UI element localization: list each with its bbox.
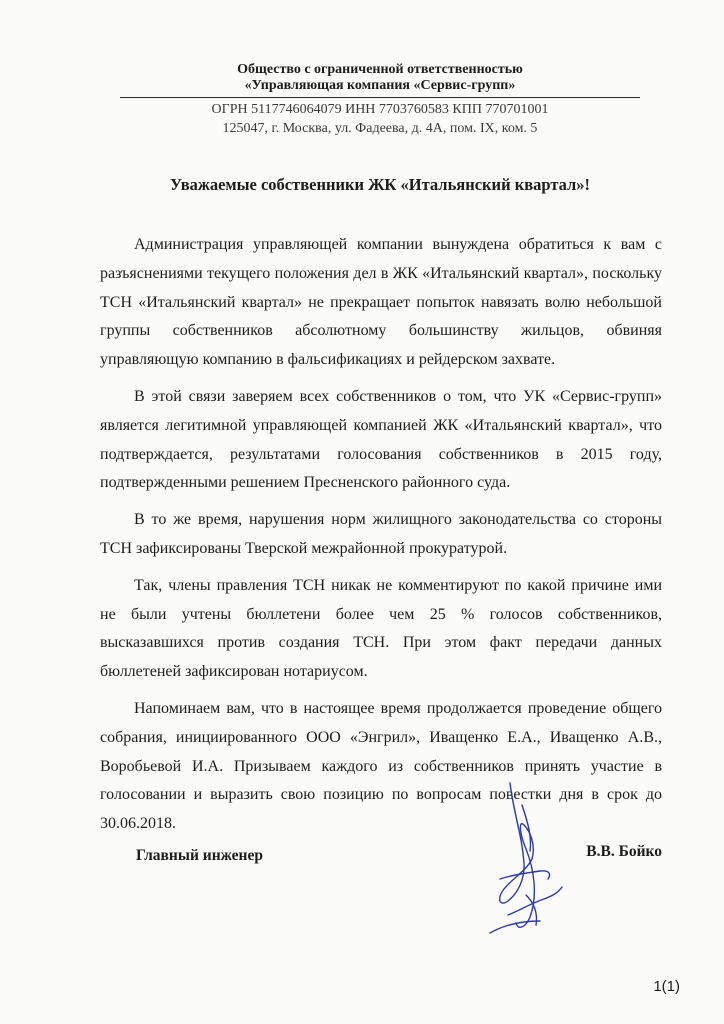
- greeting-heading: Уважаемые собственники ЖК «Итальянский квартал»!: [169, 175, 591, 194]
- signature-block: [100, 843, 662, 865]
- company-registration-numbers: ОГРН 5117746064079 ИНН 7703760583 КПП 770701001: [211, 102, 549, 117]
- letter-body: [100, 231, 662, 847]
- paragraph: Так, члены правления ТСН никак не комментируют по какой причине ими не были учтены бюллетени более чем 25 % голосов собственников, высказавшихся против создания ТСН. При этом факт передачи данных бюллетеней зафиксирован нотариусом.: [100, 576, 662, 681]
- company-name: «Управляющая компания «Сервис-групп»: [120, 78, 640, 98]
- company-address: 125047, г. Москва, ул. Фадеева, д. 4А, пом. IX, ком. 5: [222, 121, 538, 136]
- letterhead: [120, 62, 640, 138]
- paragraph: В то же время, нарушения норм жилищного законодательства со стороны ТСН зафиксированы Тверской межрайонной прокуратурой.: [100, 511, 662, 557]
- paragraph: Напоминаем вам, что в настоящее время продолжается проведение общего собрания, инициированного ООО «Энгрил», Иващенко Е.А., Иващенко А.В., Воробьевой И.А. Призываем каждого из собственников принять участие в голосовании и выразить свою позицию по вопросам повестки дня в срок до 30.06.2018.: [100, 699, 662, 833]
- company-legal-form: Общество с ограниченной ответственностью: [237, 62, 523, 77]
- paragraph: Администрация управляющей компании вынуждена обратиться к вам с разъяснениями текущего положения дел в ЖК «Итальянский квартал», поскольку ТСН «Итальянский квартал» не прекращает попыток навязать волю небольшой группы собственников абсолютному большинству жильцов, обвиняя управляющую компанию в фальсификациях и рейдерском захвате.: [100, 236, 662, 369]
- page-number: 1(1): [653, 978, 680, 995]
- paragraph: В этой связи заверяем всех собственников о том, что УК «Сервис-групп» является легитимной управляющей компанией ЖК «Итальянский квартал», что подтверждается, результатами голосования собственников в 2015 году, подтвержденными решением Пресненского районного суда.: [100, 387, 662, 492]
- signer-name: В.В. Бойко: [586, 843, 662, 860]
- signer-position: Главный инженер: [136, 847, 263, 864]
